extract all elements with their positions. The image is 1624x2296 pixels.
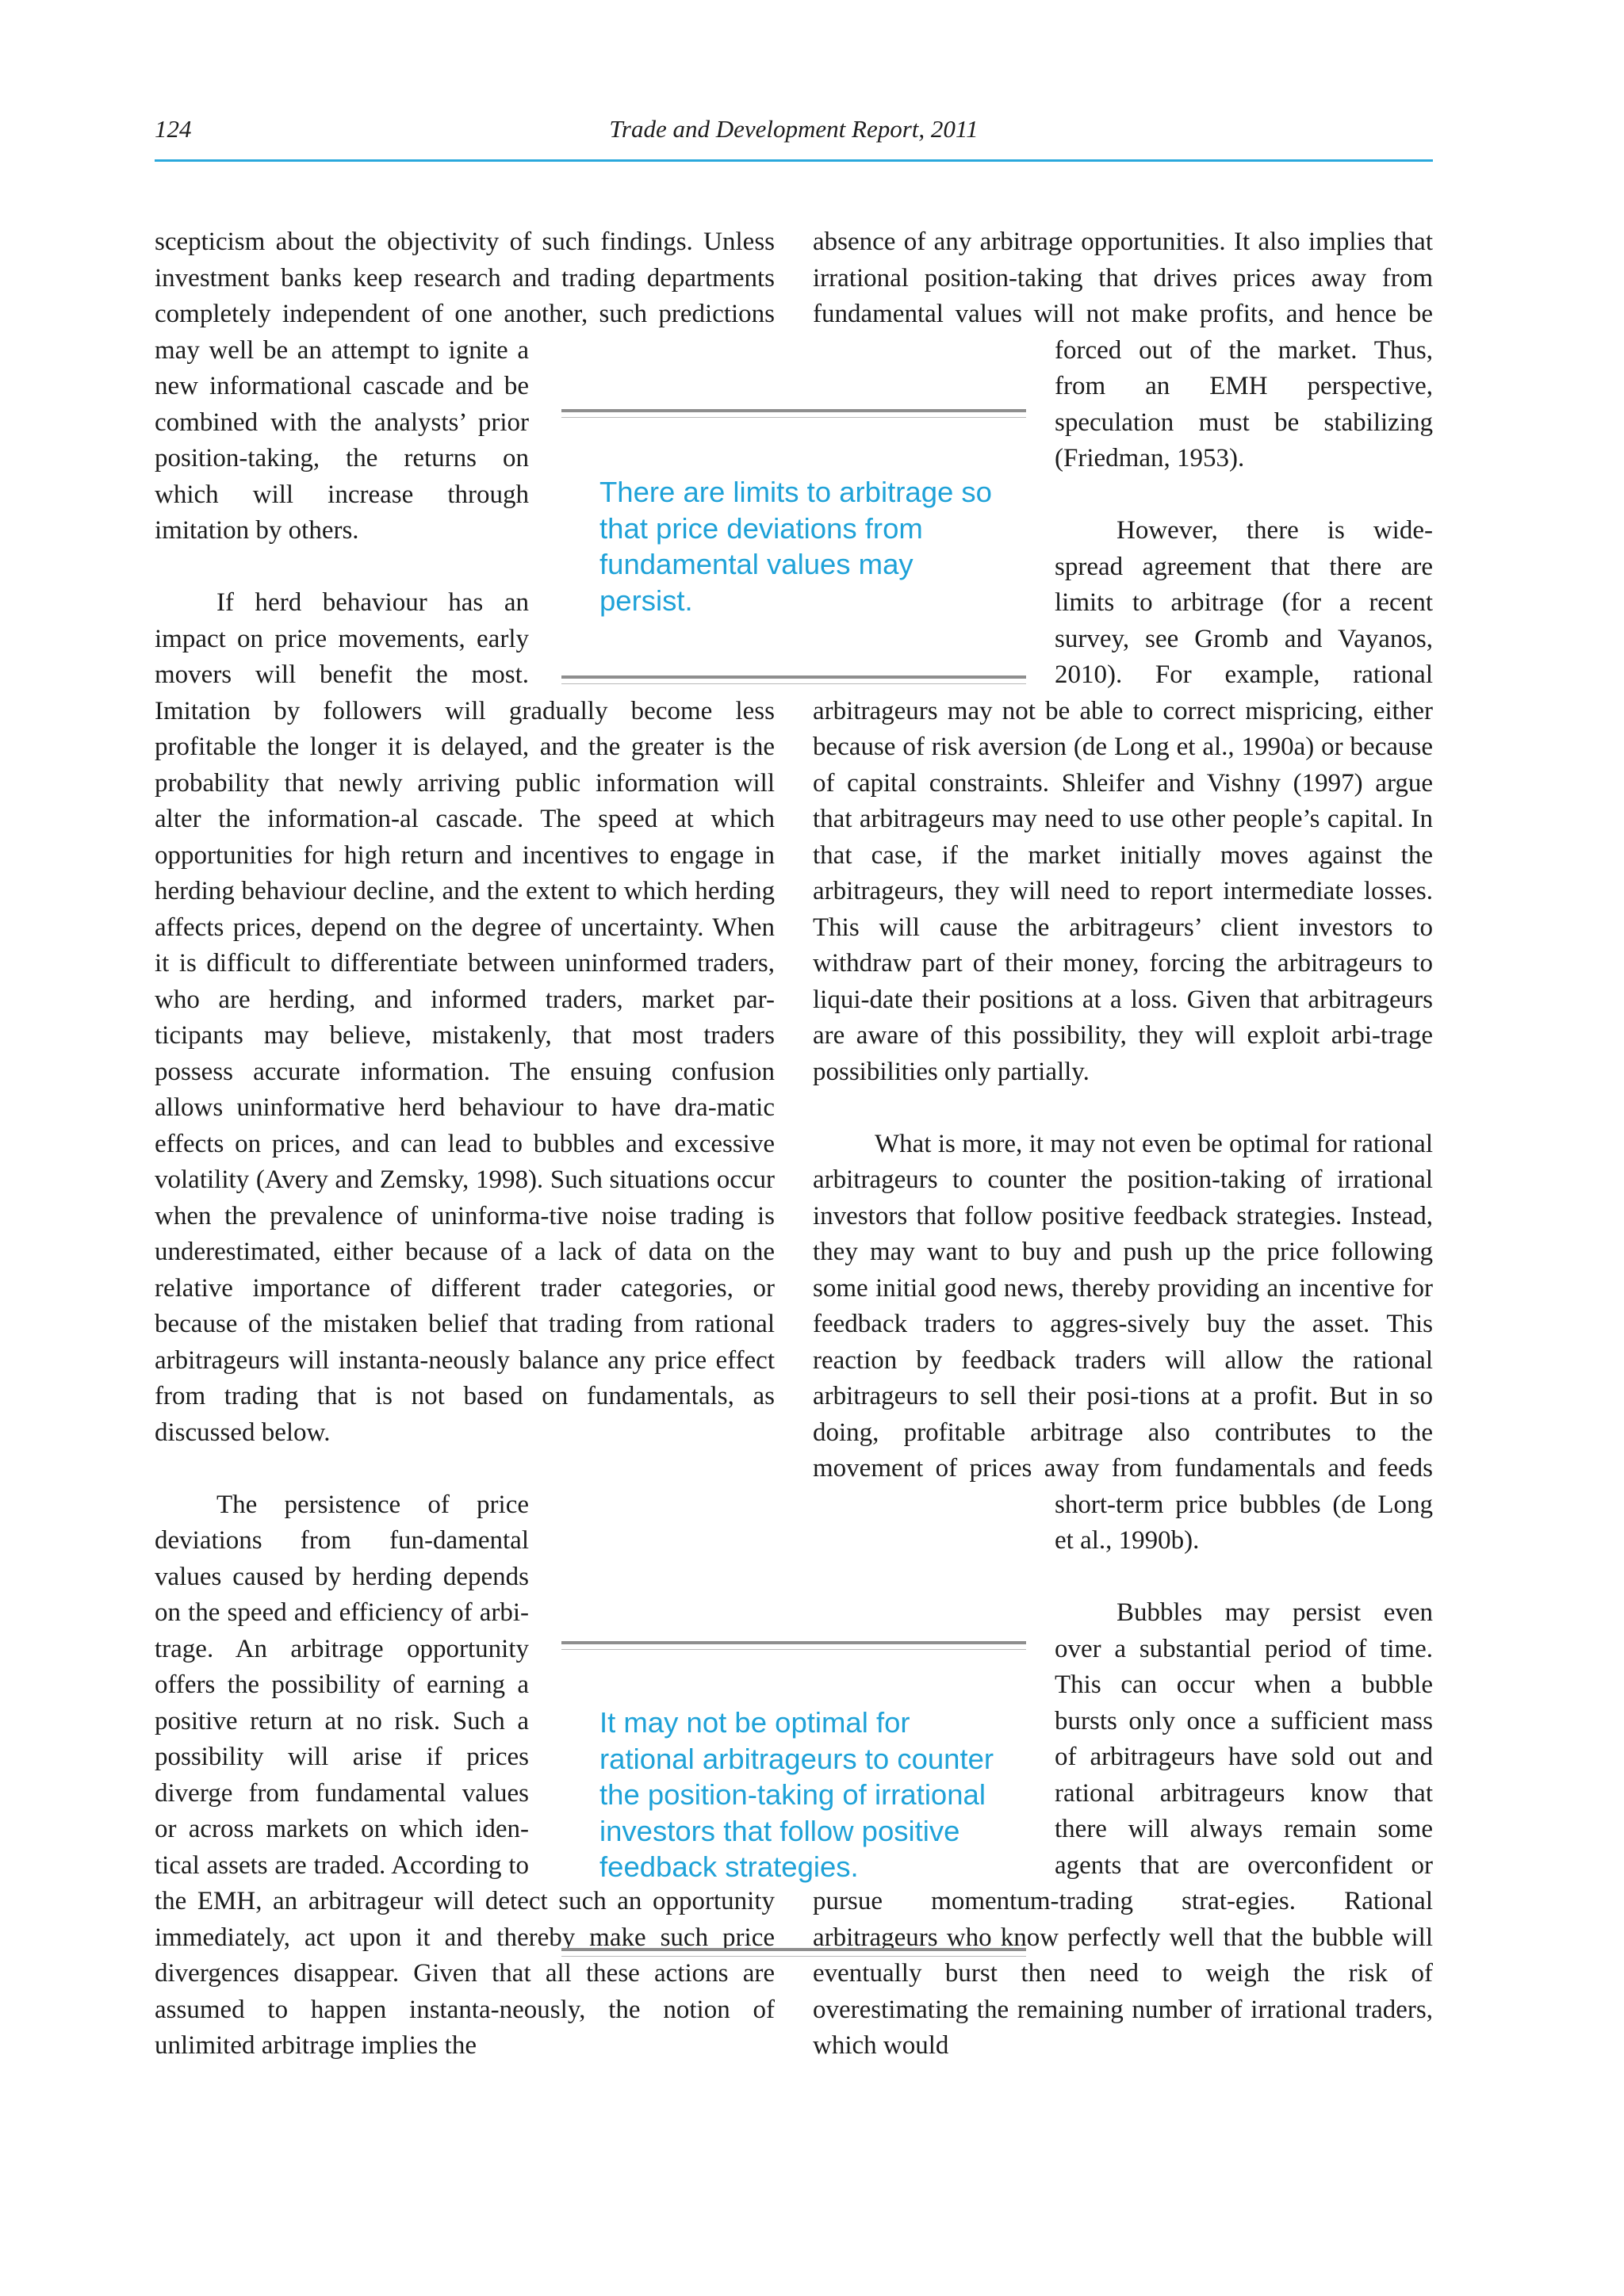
right-paragraph-4: Bubbles may persist even over a substantial period of time. This can occur when a bubble bursts only once a sufficient mass of arbitrageurs have sold out and rational arbitrageurs know that there will always remain some agents that are overconfident or pursue momentum-trading strat-egies. Rational arbitrageurs who know perfectly well that the bubble will eventually burst then need to weigh the risk of overestimating the remaining number of irrational traders, which would xyxy=(813,1598,1433,2060)
running-header xyxy=(155,115,1433,150)
pull-quote-rule-top xyxy=(561,409,1026,418)
left-paragraph-3: The persistence of price deviations from fun-damental values caused by herding depends on the speed and efficiency of arbi-trage. An arbitrage opportunity offers the possibility of earning a positive return at no risk. Such a possibility will arise if prices diverge from fundamental values or across markets on which iden-tical assets are traded. According to the EMH, an arbitrageur will detect such an opportunity immediately, act upon it and thereby make such price divergences disappear. Given that all these actions are assumed to happen instanta-neously, the notion of unlimited arbitrage implies the xyxy=(155,1490,775,2060)
page-number: 124 xyxy=(155,115,192,143)
right-paragraph-3: What is more, it may not even be optimal for rational arbitrageurs to counter the position-taking of irrational investors that follow positive feedback strategies. Instead, they may want to buy and push up the price following some initial good news, thereby providing an incentive for feedback traders to aggres-sively buy the asset. This reaction by feedback traders will allow the rational arbitrageurs to sell their posi-tions at a profit. But in so doing, profitable arbitrage also contributes to the movement of prices away from fundamentals and feeds short-term price bubbles (de Long et al., 1990b). xyxy=(813,1129,1433,1555)
pull-quote-rule-bottom xyxy=(561,675,1026,684)
pull-quote-rule-top xyxy=(561,1641,1026,1650)
header-rule xyxy=(155,159,1433,162)
right-paragraph-1: absence of any arbitrage opportunities. It also implies that irrational position-taking that drives prices away from fundamental values will not make profits, and hence be forced out of the market. Thus, from an EMH perspective, speculation must be stabilizing (Friedman, 1953). xyxy=(813,228,1433,473)
left-paragraph-1: scepticism about the objectivity of such findings. Unless investment banks keep research and trading departments completely independent of one another, such predictions may well be an attempt to ignite a new informational cascade and be combined with the analysts’ prior position-taking, the returns on which will increase through imitation by others. xyxy=(155,228,775,545)
report-title: Trade and Development Report, 2011 xyxy=(609,115,979,143)
pull-quote-1 xyxy=(561,404,1026,690)
right-paragraph-2: However, there is wide-spread agreement that there are limits to arbitrage (for a recent survey, see Gromb and Vayanos, 2010). For example, rational arbitrageurs may not be able to correct mispricing, either because of risk aversion (de Long et al., 1990a) or because of capital constraints. Shleifer and Vishny (1997) argue that arbitrageurs may need to use other people’s capital. In that case, if the market initially moves against the arbitrageurs, they will need to report intermediate losses. This will cause the arbitrageurs’ client investors to withdraw part of their money, forcing the arbitrageurs to liqui-date their positions at a loss. Given that arbitrageurs are aware of this possibility, they will exploit arbi-trage possibilities only partially. xyxy=(813,516,1433,1086)
pull-quote-text-1: There are limits to arbitrage so that price deviations from fundamental values may persist. xyxy=(599,476,992,617)
pull-quote-text-2: It may not be optimal for rational arbitrageurs to counter the position-taking of irrational investors that follow positive feedback strategies. xyxy=(599,1706,994,1883)
pull-quote-rule-bottom xyxy=(561,1948,1026,1957)
pull-quote-2 xyxy=(561,1636,1026,1969)
left-paragraph-2: If herd behaviour has an impact on price movements, early movers will benefit the most. Imitation by followers will gradually become less profitable the longer it is delayed, and the greater is the probability that newly arriving public information will alter the information-al cascade. The speed at which opportunities for high return and incentives to engage in herding behaviour decline, and the extent to which herding affects prices, depend on the degree of uncertainty. When it is difficult to differentiate between uninformed traders, who are herding, and informed traders, market par-ticipants may believe, mistakenly, that most traders possess accurate information. The ensuing confusion allows uninformative herd behaviour to have dra-matic effects on prices, and can lead to bubbles and excessive volatility (Avery and Zemsky, 1998). Such situations occur when the prevalence of uninforma-tive noise trading is underestimated, either because of a lack of data on the relative importance of different trader categories, or because of the mistaken belief that trading from rational arbitrageurs will instanta-neously balance any price effect from trading that is not based on fundamentals, as discussed below. xyxy=(155,588,775,1447)
